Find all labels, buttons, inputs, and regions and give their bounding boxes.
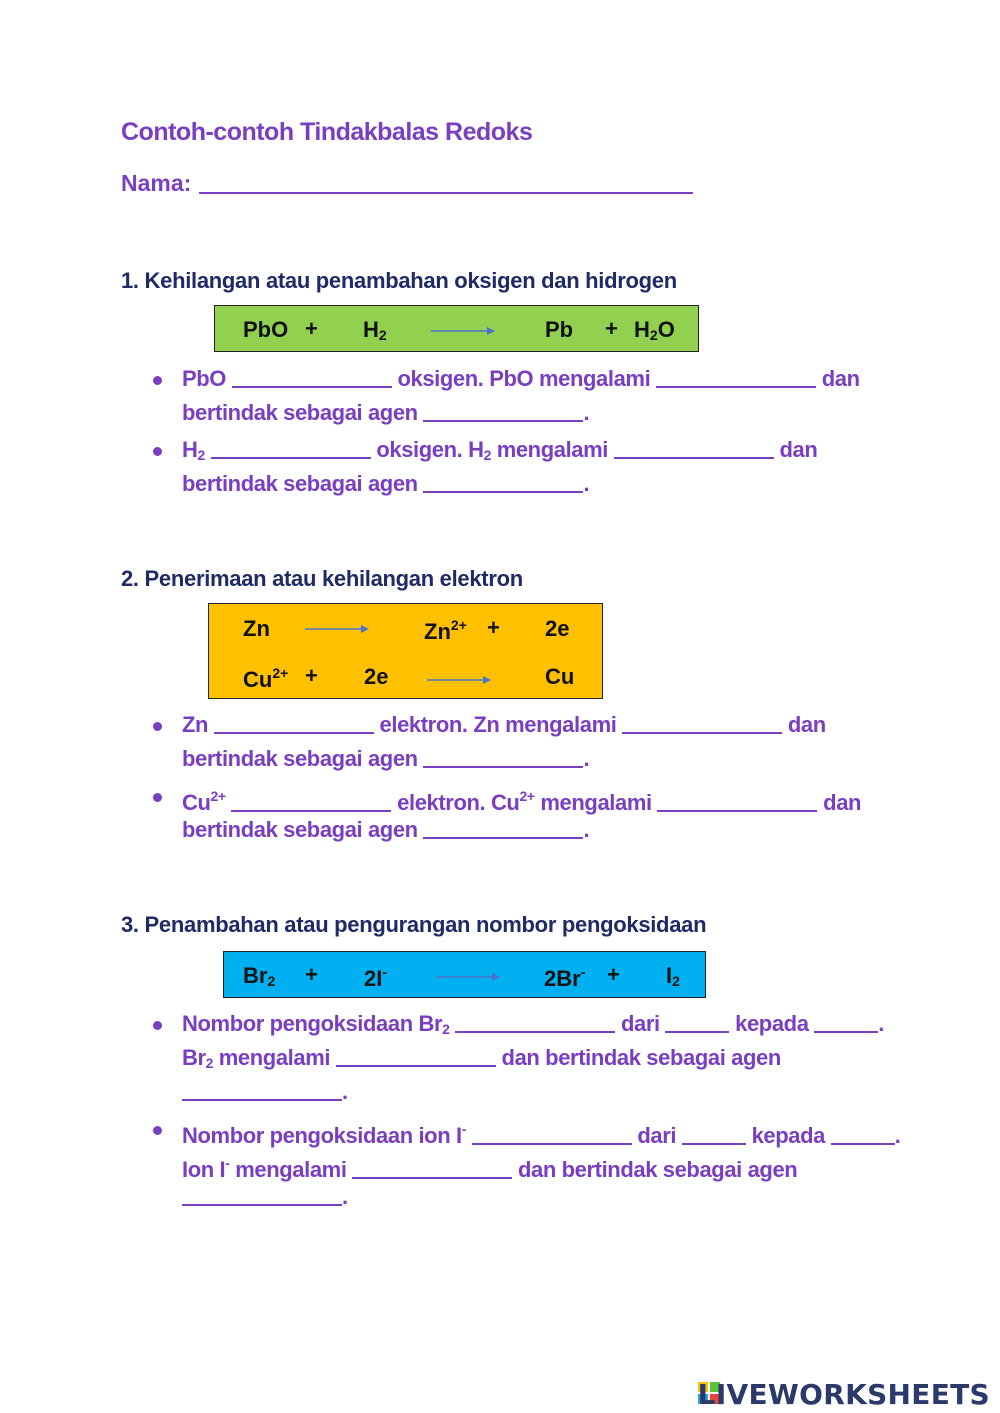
blank[interactable] bbox=[231, 792, 391, 812]
bullet-2-2-line2: bertindak sebagai agen . bbox=[182, 817, 590, 842]
equation-box-1 bbox=[214, 305, 699, 352]
blank[interactable] bbox=[232, 368, 392, 388]
bullet-2-2-line1: $Cu^{2+}$ elektron. $Cu^{2+}$ mengalami dan bbox=[182, 788, 862, 815]
bullet-3-2-line2: Ion I- mengalami dan bertindak sebagai agen bbox=[182, 1155, 798, 1182]
eq3-plus1: + bbox=[305, 962, 318, 987]
eq3-2br: 2Br- bbox=[544, 964, 586, 991]
eq2-cu: Cu bbox=[545, 664, 575, 689]
blank[interactable] bbox=[423, 819, 583, 839]
bullet-2-1-line2: bertindak sebagai agen . bbox=[182, 746, 590, 771]
bullet-1-2-line2: bertindak sebagai agen . bbox=[182, 471, 590, 496]
section-2-heading: 2. Penerimaan atau kehilangan elektron bbox=[121, 566, 523, 591]
bullet-dot bbox=[153, 722, 162, 731]
eq3-arrow-icon bbox=[436, 970, 500, 984]
blank[interactable] bbox=[657, 792, 817, 812]
blank[interactable] bbox=[182, 1081, 342, 1101]
bullet-1-1-line2: bertindak sebagai agen . bbox=[182, 400, 590, 425]
eq1-pbo: PbO bbox=[243, 317, 289, 342]
bullet-3-1-line1: Nombor pengoksidaan $Br_2$ dari kepada . bbox=[182, 1011, 884, 1037]
eq3-2i: 2I- bbox=[364, 964, 388, 991]
eq2-cu2plus: $Cu^{2+}$ bbox=[243, 665, 289, 692]
name-field bbox=[121, 170, 693, 197]
eq1-pb: Pb bbox=[545, 317, 574, 342]
blank[interactable] bbox=[211, 439, 371, 459]
eq2-2e: 2e bbox=[545, 616, 570, 641]
blank[interactable] bbox=[336, 1047, 496, 1067]
blank[interactable] bbox=[656, 368, 816, 388]
blank[interactable] bbox=[472, 1125, 632, 1145]
section-1-heading: 1. Kehilangan atau penambahan oksigen dan hidrogen bbox=[121, 268, 677, 293]
eq3-i2: $I_2$ bbox=[666, 963, 680, 989]
eq1-h2o: $H_2O$ bbox=[634, 317, 675, 343]
eq1-plus2: + bbox=[605, 316, 618, 341]
blank[interactable] bbox=[455, 1013, 615, 1033]
eq2-plus1: + bbox=[487, 615, 500, 640]
blank[interactable] bbox=[665, 1013, 729, 1033]
name-label: Nama: bbox=[121, 170, 192, 196]
bullet-dot bbox=[153, 447, 162, 456]
blank[interactable] bbox=[614, 439, 774, 459]
bullet-dot bbox=[153, 1126, 162, 1135]
eq2-zn2plus: $Zn^{2+}$ bbox=[424, 617, 467, 644]
eq2-plus2: + bbox=[305, 663, 318, 688]
bullet-3-2-line3: . bbox=[182, 1180, 348, 1214]
equation-box-3 bbox=[223, 951, 706, 998]
brand-wordmark: LIVEWORKSHEETS bbox=[697, 1378, 990, 1411]
bullet-dot bbox=[153, 793, 162, 802]
eq2-zn: Zn bbox=[243, 616, 270, 641]
name-blank[interactable] bbox=[199, 192, 693, 194]
bullet-dot bbox=[153, 1021, 162, 1030]
bullet-dot bbox=[153, 376, 162, 385]
blank[interactable] bbox=[214, 714, 374, 734]
eq2-arrow2-icon bbox=[427, 673, 491, 687]
eq3-br2: $Br_2$ bbox=[243, 963, 276, 989]
bullet-1-1-line1: PbO oksigen. PbO mengalami dan bbox=[182, 366, 860, 391]
blank[interactable] bbox=[423, 748, 583, 768]
bullet-3-1-line2: $Br_2$ mengalami dan bertindak sebagai agen bbox=[182, 1045, 781, 1071]
bullet-2-1-line1: Zn elektron. Zn mengalami dan bbox=[182, 712, 826, 737]
blank[interactable] bbox=[352, 1159, 512, 1179]
eq1-arrow-icon bbox=[431, 324, 495, 338]
blank[interactable] bbox=[831, 1125, 895, 1145]
equation-box-2 bbox=[208, 603, 603, 699]
bullet-1-2-line1: $H_2$ oksigen. $H_2$ mengalami dan bbox=[182, 437, 818, 463]
blank[interactable] bbox=[814, 1013, 878, 1033]
blank[interactable] bbox=[682, 1125, 746, 1145]
eq2-2e-b: 2e bbox=[364, 664, 389, 689]
section-3-heading: 3. Penambahan atau pengurangan nombor pengoksidaan bbox=[121, 912, 707, 937]
eq2-arrow1-icon bbox=[305, 622, 369, 636]
bullet-3-1-line3: . bbox=[182, 1075, 348, 1109]
blank[interactable] bbox=[622, 714, 782, 734]
eq1-h2: $H_2$ bbox=[363, 317, 387, 343]
page-title: Contoh-contoh Tindakbalas Redoks bbox=[121, 118, 533, 146]
blank[interactable] bbox=[423, 473, 583, 493]
blank[interactable] bbox=[182, 1186, 342, 1206]
bullet-3-2-line1: Nombor pengoksidaan ion I- dari kepada . bbox=[182, 1121, 901, 1148]
eq3-plus2: + bbox=[607, 962, 620, 987]
eq1-plus: + bbox=[305, 316, 318, 341]
blank[interactable] bbox=[423, 402, 583, 422]
